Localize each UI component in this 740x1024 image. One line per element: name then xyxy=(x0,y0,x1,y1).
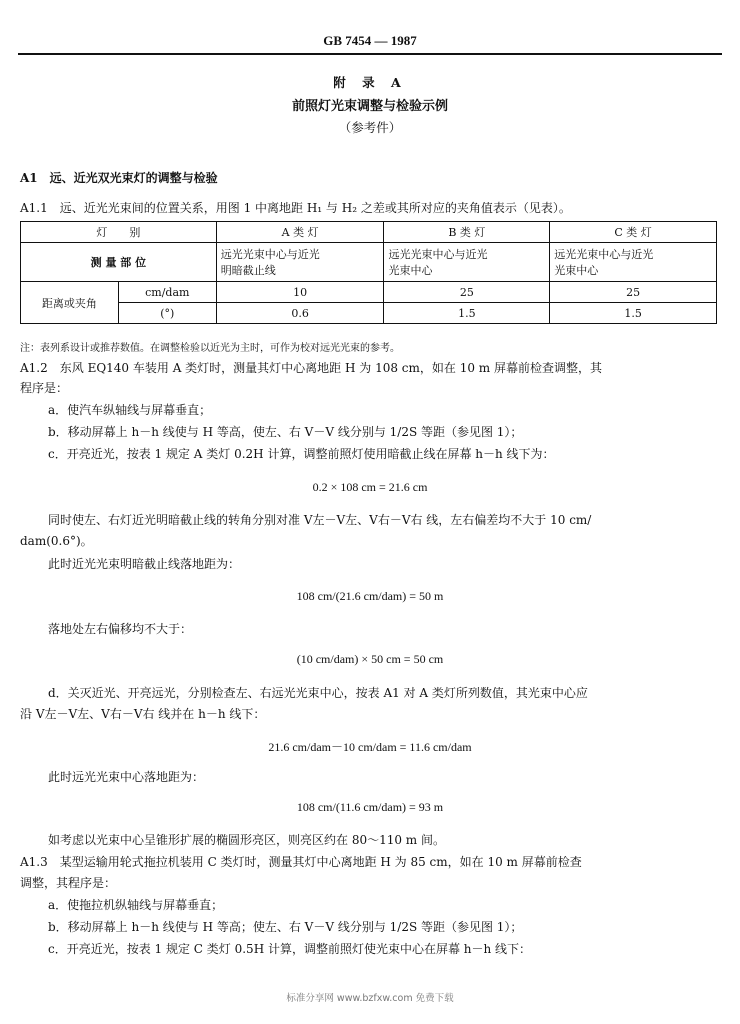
section-a1-2-line1: A1.2 东风 EQ140 车装用 A 类灯时，测量其灯中心离地距 H 为 108 cm，如在 10 m 屏幕前检查调整，其 xyxy=(20,361,602,375)
header-rule xyxy=(18,53,722,55)
step-a: a．使拖拉机纵轴线与屏幕垂直； xyxy=(48,898,224,912)
table-cell: 25 xyxy=(384,282,550,303)
step-a: a．使汽车纵轴线与屏幕垂直； xyxy=(48,403,212,417)
table-cell: 距离或夹角 xyxy=(21,282,119,324)
table-cell: 1.5 xyxy=(550,303,717,324)
table-cell: 25 xyxy=(550,282,717,303)
equation-1: 0.2 × 108 cm = 21.6 cm xyxy=(312,480,428,494)
cell-line: 远光光束中心与近光 xyxy=(388,248,488,261)
footer-watermark: 标准分享网 www.bzfxw.com 免费下载 xyxy=(286,993,454,1004)
section-a1-2-line2: 程序是： xyxy=(20,381,69,395)
paragraph-line: 如考虑以光束中心呈锥形扩展的椭圆形亮区，则亮区约在 80～110 m 间。 xyxy=(48,833,445,847)
step-c: c．开亮近光，按表 1 规定 C 类灯 0.5H 计算，调整前照灯使光束中心在屏幕 h－h 线下： xyxy=(48,942,532,956)
equation-5: 108 cm/(11.6 cm/dam) = 93 m xyxy=(296,800,444,814)
paragraph-line: 落地处左右偏移均不大于： xyxy=(48,622,193,636)
table-cell: 0.6 xyxy=(216,303,384,324)
section-a1-heading: A1 远、近光双光束灯的调整与检验 xyxy=(20,171,218,185)
appendix-note: （参考件） xyxy=(338,120,402,135)
table-cell xyxy=(384,243,550,282)
paragraph-line: 此时近光光束明暗截止线落地距为： xyxy=(48,557,241,571)
cell-line: 光束中心 xyxy=(554,264,599,277)
table-cell: 灯 别 xyxy=(21,222,217,243)
table-row xyxy=(21,243,717,282)
table-cell: A 类 灯 xyxy=(216,222,384,243)
table-cell: 10 xyxy=(216,282,384,303)
table-cell: C 类 灯 xyxy=(550,222,717,243)
cell-line: 远光光束中心与近光 xyxy=(220,248,320,261)
step-b: b．移动屏幕上 h－h 线使与 H 等高；使左、右 V－V 线分别与 1/2S 等距（参见图 1）； xyxy=(48,920,523,934)
appendix-title: 前照灯光束调整与检验示例 xyxy=(291,99,448,114)
table-cell: (°) xyxy=(118,303,216,324)
table-row xyxy=(21,282,717,303)
table-note: 注：表列系设计或推荐数值。在调整检验以近光为主时，可作为校对远光光束的参考。 xyxy=(20,343,400,354)
equation-3: (10 cm/dam) × 50 cm = 50 cm xyxy=(296,652,444,666)
section-a1-3-line1: A1.3 某型运输用轮式拖拉机装用 C 类灯时，测量其灯中心离地距 H 为 85 cm，如在 10 m 屏幕前检查 xyxy=(20,855,582,869)
table-cell xyxy=(550,243,717,282)
step-d-line2: 沿 V左－V左、V右－V右 线并在 h－h 线下： xyxy=(20,707,266,721)
spec-table xyxy=(20,221,717,324)
appendix-label: 附 录 A xyxy=(333,75,407,90)
section-a1-3-line2: 调整，其程序是： xyxy=(20,876,117,890)
section-a1-1: A1.1 远、近光光束间的位置关系，用图 1 中离地距 H₁ 与 H₂ 之差或其所对应的夹角值表示（见表）。 xyxy=(20,201,571,215)
cell-line: 明暗截止线 xyxy=(220,264,276,277)
table-cell: 测 量 部 位 xyxy=(21,243,217,282)
paragraph-line: 此时远光光束中心落地距为： xyxy=(48,770,205,784)
table-row xyxy=(21,222,717,243)
table-cell: B 类 灯 xyxy=(384,222,550,243)
equation-2: 108 cm/(21.6 cm/dam) = 50 m xyxy=(296,589,444,603)
cell-line: 光束中心 xyxy=(388,264,433,277)
paragraph-line: 同时使左、右灯近光明暗截止线的转角分别对准 V左－V左、V右－V右 线，左右偏差均不大于 10 cm/ xyxy=(48,513,592,527)
table-cell: 1.5 xyxy=(384,303,550,324)
table-row xyxy=(21,303,717,324)
equation-4: 21.6 cm/dam－10 cm/dam = 11.6 cm/dam xyxy=(268,740,472,754)
step-c: c．开亮近光，按表 1 规定 A 类灯 0.2H 计算，调整前照灯使用暗截止线在屏幕 h－h 线下为： xyxy=(48,447,555,461)
step-b: b．移动屏幕上 h－h 线使与 H 等高，使左、右 V－V 线分别与 1/2S 等距（参见图 1）； xyxy=(48,425,523,439)
table-cell xyxy=(216,243,384,282)
paragraph-line: dam(0.6°)。 xyxy=(20,534,93,548)
cell-line: 远光光束中心与近光 xyxy=(554,248,654,261)
standard-number: GB 7454 — 1987 xyxy=(323,33,417,48)
table-cell: cm/dam xyxy=(118,282,216,303)
step-d-line1: d．关灭近光、开亮远光，分别检查左、右远光光束中心，按表 A1 对 A 类灯所列数值，其光束中心应 xyxy=(48,686,588,700)
